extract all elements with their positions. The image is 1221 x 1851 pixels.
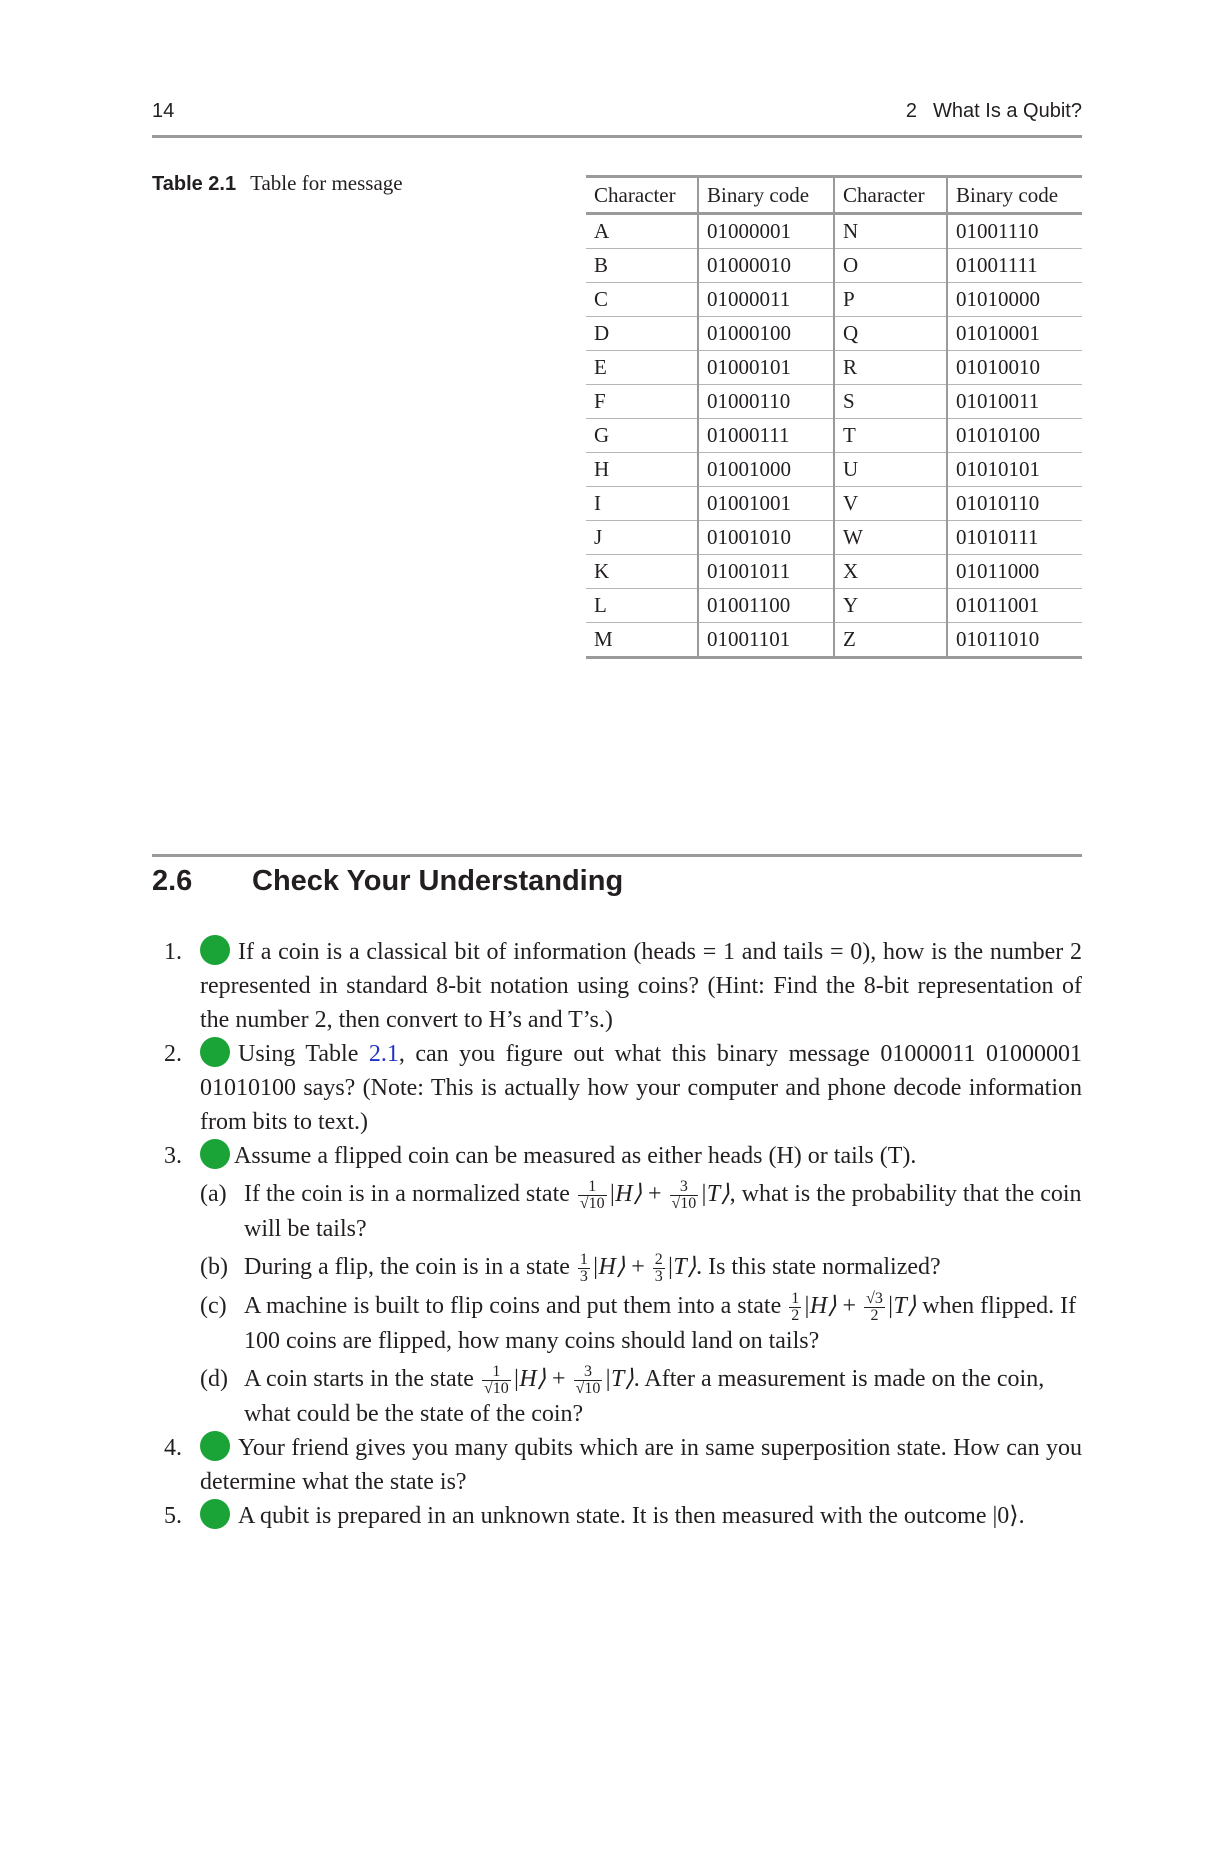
question-2 — [152, 1037, 1082, 1139]
ket-t: |T⟩ — [700, 1181, 730, 1207]
table-cell: 01010010 — [947, 351, 1082, 385]
table-cell: 01010011 — [947, 385, 1082, 419]
question-3d: (d) A coin starts in the state $\frac{1}{√10}$ |H⟩ + $\frac{3}{√10}$ |T⟩. After a measurement is made on the coin, what could be the state of the coin? — [200, 1362, 1045, 1427]
ket-h: |H⟩ — [803, 1292, 837, 1319]
difficulty-dot-icon — [200, 1139, 230, 1169]
chapter-reference — [906, 100, 1082, 123]
table-cell: K — [586, 555, 698, 589]
table-cell: H — [586, 453, 698, 487]
table-cell: 01010101 — [947, 453, 1082, 487]
ket-t: |T⟩ — [886, 1292, 917, 1319]
table-cell: P — [834, 283, 947, 317]
section-heading — [152, 865, 623, 898]
table-caption-text: Table for message — [250, 171, 403, 195]
table-cell: 01000101 — [698, 351, 834, 385]
table-row — [586, 453, 1082, 487]
table-cell: 01001000 — [698, 453, 834, 487]
table-cell: 01001110 — [947, 214, 1082, 249]
question-5 — [152, 1499, 1082, 1533]
question-3c: (c) A machine is built to flip coins and put them into a state $\frac{1}{2}$ |H⟩ + $\frac{√3}{2}$ |T⟩ when flipped. If 100 coins are flipped, how many coins should land on tails? — [200, 1289, 1077, 1354]
question-number: 1. — [164, 939, 182, 965]
question-4 — [152, 1431, 1082, 1499]
table-cell: X — [834, 555, 947, 589]
chapter-title: What Is a Qubit? — [933, 100, 1082, 122]
question-text: Assume a flipped coin can be measured as either heads (H) or tails (T). — [234, 1143, 917, 1169]
question-number: 2. — [164, 1041, 182, 1067]
section-rule — [152, 854, 1082, 857]
question-text-before: Using Table — [238, 1041, 359, 1067]
question-text: Your friend gives you many qubits which are in same superposition state. How can you determine what the state is? — [200, 1434, 1082, 1495]
question-3a: (a) If the coin is in a normalized state $\frac{1}{√10}$ |H⟩ + $\frac{3}{√10}$ |T⟩, what is the probability that the coin will be tails? — [200, 1177, 1082, 1242]
table-cell: 01001010 — [698, 521, 834, 555]
table-row — [586, 555, 1082, 589]
table-cell: R — [834, 351, 947, 385]
subquestion-label: (b) — [200, 1253, 228, 1280]
table-cell: 01000100 — [698, 317, 834, 351]
table-cell: 01001111 — [947, 249, 1082, 283]
subquestion-text-after: . Is this state normalized? — [696, 1253, 941, 1280]
subquestion-text-before: If the coin is in a normalized state — [244, 1181, 570, 1207]
table-cell: I — [586, 487, 698, 521]
page-number: 14 — [152, 100, 175, 122]
table-cell: M — [586, 623, 698, 658]
table-row — [586, 385, 1082, 419]
ket-h: |H⟩ — [512, 1365, 547, 1392]
difficulty-dot-icon — [200, 1499, 230, 1529]
fraction: $\frac{3}{√10}$ — [575, 1362, 601, 1397]
subquestion-text-after: when flipped. If 100 coins are flipped, how many coins should land on tails? — [244, 1292, 1077, 1354]
subquestion-label: (a) — [200, 1181, 227, 1207]
table-cell: 01001001 — [698, 487, 834, 521]
question-3b: (b) During a flip, the coin is in a state $\frac{1}{3}$ |H⟩ + $\frac{2}{3}$ |T⟩. Is this state normalized? — [200, 1250, 941, 1285]
fraction: $\frac{√3}{2}$ — [866, 1289, 883, 1324]
header-rule — [152, 135, 1082, 138]
section-title: Check Your Understanding — [252, 865, 624, 897]
table-cell: Z — [834, 623, 947, 658]
table-row — [586, 283, 1082, 317]
question-3 — [152, 1139, 1082, 1431]
fraction: $\frac{1}{√10}$ — [579, 1177, 605, 1212]
table-row — [586, 249, 1082, 283]
table-caption — [152, 171, 403, 196]
question-text-after: , can you figure out what this binary message 01000011 01000001 01010100 says? (Note: This is actually how your computer and phone decode information from bits to text.) — [200, 1041, 1082, 1135]
table-cell: 01010111 — [947, 521, 1082, 555]
table-cell: 01010001 — [947, 317, 1082, 351]
table-row — [586, 419, 1082, 453]
table-cell: N — [834, 214, 947, 249]
fraction: $\frac{2}{3}$ — [654, 1250, 663, 1285]
table-header-row — [586, 177, 1082, 214]
table-cell: V — [834, 487, 947, 521]
table-body — [586, 214, 1082, 658]
section-number: 2.6 — [152, 865, 193, 897]
question-list — [152, 935, 1082, 1533]
table-cell: G — [586, 419, 698, 453]
question-text: A qubit is prepared in an unknown state. It is then measured with the outcome |0⟩. — [238, 1502, 1025, 1529]
table-cell: 01000010 — [698, 249, 834, 283]
question-number: 4. — [164, 1434, 182, 1461]
question-number: 5. — [164, 1502, 182, 1529]
table-cell: D — [586, 317, 698, 351]
ket-t: |T⟩ — [666, 1253, 697, 1280]
table-cell: S — [834, 385, 947, 419]
table-label: Table 2.1 — [152, 173, 237, 195]
table-header-cell: Character — [834, 177, 947, 214]
table-row — [586, 214, 1082, 249]
subquestion-text-after: , what is the probability that the coin will be tails? — [244, 1181, 1082, 1242]
difficulty-dot-icon — [200, 1037, 230, 1067]
table-cell: Y — [834, 589, 947, 623]
table-cell: 01000001 — [698, 214, 834, 249]
table-cell: Q — [834, 317, 947, 351]
difficulty-dot-icon — [200, 935, 230, 965]
table-cell: U — [834, 453, 947, 487]
table-row — [586, 487, 1082, 521]
table-row — [586, 317, 1082, 351]
fraction: $\frac{1}{2}$ — [791, 1289, 800, 1324]
fraction: $\frac{1}{3}$ — [579, 1250, 588, 1285]
table-cell: 01011010 — [947, 623, 1082, 658]
ket-h: |H⟩ — [608, 1181, 642, 1207]
subquestion-label: (d) — [200, 1365, 228, 1392]
table-cell: C — [586, 283, 698, 317]
table-header-cell: Binary code — [947, 177, 1082, 214]
ket-h: |H⟩ — [591, 1253, 626, 1280]
difficulty-dot-icon — [200, 1431, 230, 1461]
table-row — [586, 351, 1082, 385]
subquestion-text-after: . After a measurement is made on the coin, what could be the state of the coin? — [244, 1365, 1045, 1427]
table-row — [586, 521, 1082, 555]
table-cell: A — [586, 214, 698, 249]
table-cell: 01001011 — [698, 555, 834, 589]
chapter-number: 2 — [905, 100, 918, 122]
fraction: $\frac{3}{√10}$ — [671, 1177, 697, 1212]
table-cell: 01000111 — [698, 419, 834, 453]
table-cell: B — [586, 249, 698, 283]
subquestion-text-before: During a flip, the coin is in a state — [244, 1253, 570, 1280]
subquestion-label: (c) — [200, 1292, 227, 1319]
table-cell: T — [834, 419, 947, 453]
table-cell: F — [586, 385, 698, 419]
table-cell: 01011001 — [947, 589, 1082, 623]
table-cell: 01001101 — [698, 623, 834, 658]
table-header-cell: Character — [586, 177, 698, 214]
table-cell: 01001100 — [698, 589, 834, 623]
table-cell: 01010110 — [947, 487, 1082, 521]
table-row — [586, 623, 1082, 658]
table-cell: L — [586, 589, 698, 623]
subquestion-text-before: A machine is built to flip coins and put them into a state — [244, 1292, 782, 1319]
table-cell: 01011000 — [947, 555, 1082, 589]
table-cell: 01010000 — [947, 283, 1082, 317]
question-1 — [152, 935, 1082, 1037]
table-cell: J — [586, 521, 698, 555]
table-cell: O — [834, 249, 947, 283]
ket-t: |T⟩ — [604, 1365, 634, 1392]
table-header-cell: Binary code — [698, 177, 834, 214]
table-cell: W — [834, 521, 947, 555]
running-header — [152, 96, 1082, 132]
table-row — [586, 589, 1082, 623]
question-text: If a coin is a classical bit of information (heads = 1 and tails = 0), how is the number 2 represented in standard 8-bit notation using coins? (Hint: Find the 8-bit representation of the number 2, then convert to H’s and T’s.) — [200, 939, 1082, 1033]
subquestion-text-before: A coin starts in the state — [244, 1365, 474, 1392]
table-cell: 01000110 — [698, 385, 834, 419]
table-cell: E — [586, 351, 698, 385]
table-cell: 01000011 — [698, 283, 834, 317]
question-number: 3. — [164, 1143, 182, 1169]
binary-code-table — [586, 175, 1082, 659]
table-cell: 01010100 — [947, 419, 1082, 453]
fraction: $\frac{1}{√10}$ — [483, 1362, 509, 1397]
table-reference-link[interactable]: 2.1 — [368, 1041, 399, 1067]
